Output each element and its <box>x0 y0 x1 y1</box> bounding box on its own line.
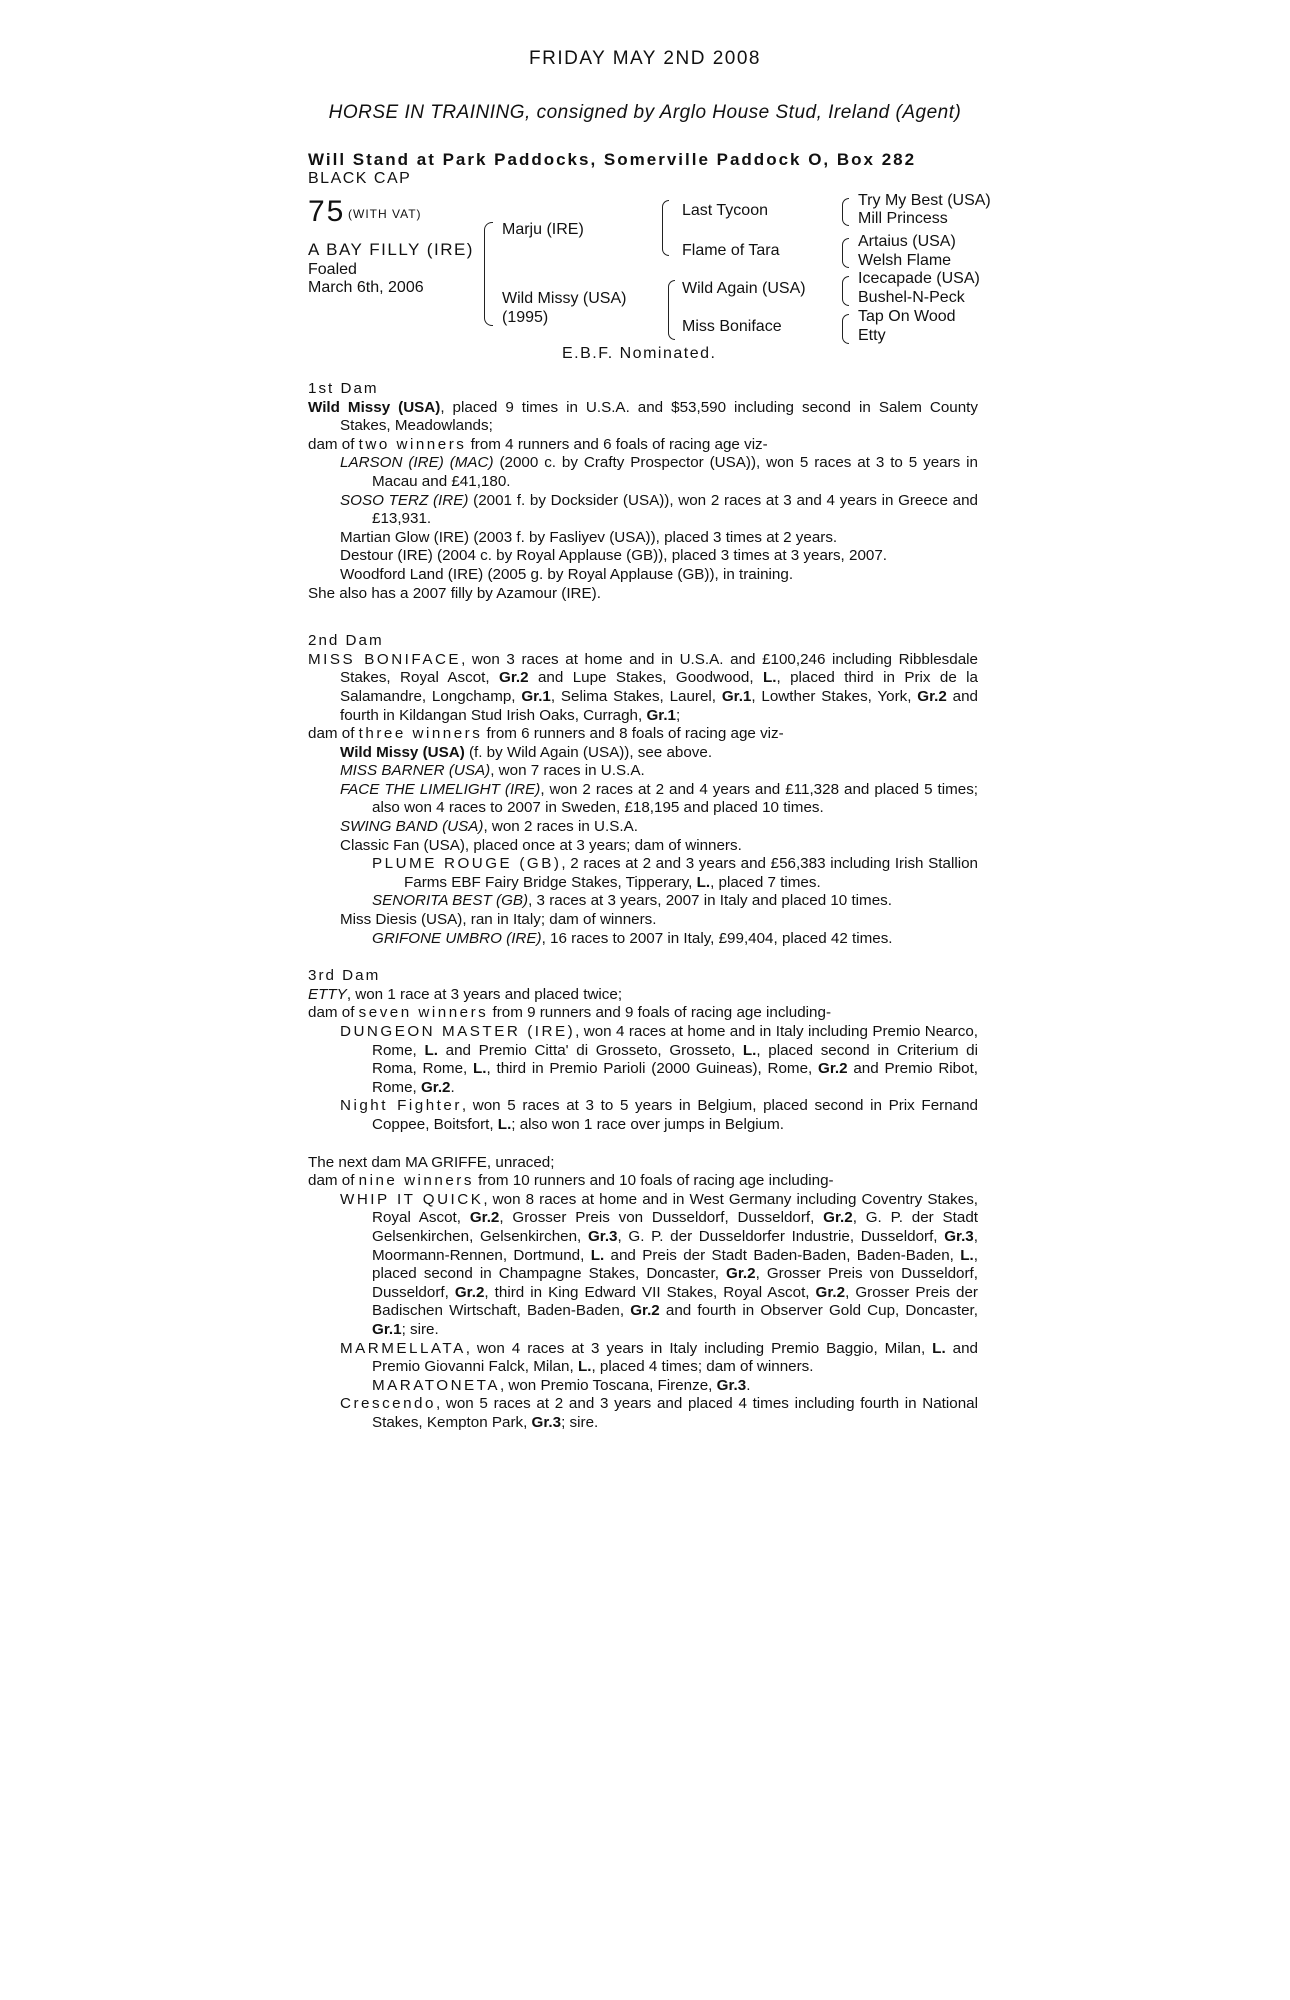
produce-item <box>308 930 978 949</box>
first-dam-produce-line <box>308 436 978 455</box>
text: , third in King Edward VII Stakes, Royal Ascot, <box>484 1283 816 1301</box>
produce-item <box>308 1377 978 1396</box>
text: , Moormann-Rennen, Dortmund, <box>372 1227 978 1264</box>
produce-text: (f. by Wild Again (USA)), see above. <box>464 743 713 761</box>
text: , placed second in Champagne Stakes, Doncaster, <box>372 1246 978 1283</box>
text: dam of <box>308 1004 359 1022</box>
produce-name: SOSO TERZ (IRE) <box>340 491 469 509</box>
text: , won 1 race at 3 years and placed twice; <box>346 985 623 1003</box>
pedigree-g4: Welsh Flame <box>858 252 952 269</box>
text: and Lupe Stakes, Goodwood, <box>528 669 763 687</box>
grade: L. <box>960 1246 974 1264</box>
pedigree-bracket-g56 <box>842 276 849 306</box>
text: , Grosser Preis der Badischen Wirtschaft, Baden-Baden, <box>372 1283 978 1320</box>
text: and fourth in Kildangan Stud Irish Oaks, Curragh, <box>340 687 979 724</box>
pedigree-bracket-dam <box>668 280 675 340</box>
pedigree-bracket-g34 <box>842 238 849 268</box>
pedigree-dam-sire: Wild Again (USA) <box>682 280 806 297</box>
produce-text: , placed 7 times. <box>710 873 821 891</box>
produce-item: Martian Glow (IRE) (2003 f. by Fasliyev (USA)), placed 3 times at 2 years. <box>340 528 838 546</box>
grade: L. <box>497 1115 512 1133</box>
third-dam-produce-line <box>308 1004 978 1023</box>
text: , placed third in Prix de la Salamandre, Longchamp, <box>340 669 978 705</box>
text: , Selima Stakes, Laurel, <box>550 687 722 705</box>
pedigree-bracket-sire <box>662 200 669 256</box>
consignor-line: HORSE IN TRAINING, consigned by Arglo House Stud, Ireland (Agent) <box>328 102 962 123</box>
text: , third in Premio Parioli (2000 Guineas), Rome, <box>486 1060 819 1078</box>
text: ; <box>676 706 681 724</box>
horse-description: A BAY FILLY (IRE) <box>308 240 474 259</box>
grade: Gr.2 <box>420 1078 451 1096</box>
stand-location: Will Stand at Park Paddocks, Somerville Paddock O, Box 282 <box>308 150 917 169</box>
grade: Gr.1 <box>521 687 551 705</box>
text: from 9 runners and 9 foals of racing age including- <box>488 1004 832 1022</box>
produce-item <box>308 1023 978 1097</box>
produce-name: WHIP IT QUICK <box>340 1190 484 1208</box>
produce-item <box>308 818 978 837</box>
grade: Gr.3 <box>587 1227 618 1245</box>
grade: Gr.2 <box>917 687 947 705</box>
third-dam-heading: 3rd Dam <box>308 967 381 985</box>
grade: Gr.3 <box>531 1413 562 1431</box>
grade: L. <box>762 669 777 687</box>
text: and Preis der Stadt Baden-Baden, Baden-Baden, <box>604 1246 961 1264</box>
pedigree-dam-year: (1995) <box>502 309 549 326</box>
produce-text: (2000 c. by Crafty Prospector (USA)), won 5 races at 3 to 5 years in Macau and £41,180. <box>372 454 978 490</box>
second-dam-name: MISS BONIFACE <box>308 650 462 668</box>
text: and Premio Giovanni Falck, Milan, <box>372 1339 978 1376</box>
text: , won 4 races at 3 years in Italy including Premio Baggio, Milan, <box>465 1339 933 1357</box>
winners-count: two winners <box>358 435 467 453</box>
pedigree-bracket-main <box>484 222 493 326</box>
text: , won 3 races at home and in U.S.A. and £100,246 including Ribblesdale Stakes, Royal Ascot, <box>340 650 978 687</box>
text: from 6 runners and 8 foals of racing age viz- <box>482 725 784 743</box>
produce-name: SENORITA BEST (GB) <box>372 892 529 910</box>
first-dam-text: , placed 9 times in U.S.A. and $53,590 including second in Salem County Stakes, Meadowlands; <box>340 398 978 435</box>
produce-item <box>308 781 978 818</box>
text: , won 4 races at home and in Italy including Premio Nearco, Rome, <box>372 1023 978 1059</box>
pedigree-sire-sire: Last Tycoon <box>682 202 768 219</box>
grade: L. <box>590 1246 605 1264</box>
winners-count: seven winners <box>358 1004 489 1022</box>
produce-text: , 2 races at 2 and 3 years and £56,383 including Irish Stallion Farms EBF Fairy Bridge Stakes, Tipperary, <box>404 855 978 891</box>
produce-item <box>308 1097 978 1134</box>
third-dam-record <box>308 986 978 1005</box>
pedigree-bracket-g78 <box>842 314 849 344</box>
pedigree-dam: Wild Missy (USA) <box>502 290 627 307</box>
grade: Gr.2 <box>726 1265 756 1283</box>
text: . <box>450 1078 455 1096</box>
winners-count: nine winners <box>358 1172 474 1190</box>
foaled-date: March 6th, 2006 <box>308 279 424 296</box>
grade: L. <box>424 1041 438 1059</box>
text: dam of <box>308 725 359 743</box>
pedigree-g5: Icecapade (USA) <box>858 270 980 287</box>
produce-name: MARMELLATA <box>340 1339 466 1357</box>
produce-text: , 3 races at 3 years, 2007 in Italy and placed 10 times. <box>528 892 892 910</box>
pedigree-g1: Try My Best (USA) <box>858 192 991 209</box>
foaled-label: Foaled <box>308 261 357 278</box>
vat-note: (WITH VAT) <box>348 207 422 221</box>
produce-item <box>308 855 978 892</box>
grade: Gr.1 <box>646 706 677 724</box>
grade: L. <box>742 1041 757 1059</box>
produce-item <box>308 492 978 529</box>
text: and fourth in Observer Gold Cup, Doncaster, <box>659 1302 978 1320</box>
pedigree-dam-dam: Miss Boniface <box>682 318 782 335</box>
produce-item <box>308 1340 978 1377</box>
produce-name: LARSON (IRE) (MAC) <box>340 454 494 472</box>
text: , Grosser Preis von Dusseldorf, Dusseldorf, <box>499 1209 824 1227</box>
text: , won 8 races at home and in West Germany including Coventry Stakes, Royal Ascot, <box>372 1190 979 1227</box>
produce-name: FACE THE LIMELIGHT (IRE) <box>340 780 541 798</box>
pedigree-g2: Mill Princess <box>858 210 948 227</box>
second-dam-produce-line <box>308 725 978 744</box>
produce-name: DUNGEON MASTER (IRE) <box>340 1023 576 1040</box>
pedigree-sire: Marju (IRE) <box>502 221 584 238</box>
text: and Premio Ribot, Rome, <box>372 1060 979 1096</box>
grade: L. <box>696 873 711 891</box>
grade: Gr.1 <box>721 687 752 705</box>
produce-item: Woodford Land (IRE) (2005 g. by Royal Applause (GB)), in training. <box>340 565 794 583</box>
winners-count: three winners <box>358 725 483 743</box>
pedigree-g7: Tap On Wood <box>858 308 956 325</box>
text: , G. P. der Stadt Gelsenkirchen, Gelsenkirchen, <box>372 1209 978 1245</box>
grade: Gr.2 <box>454 1283 485 1301</box>
grade: Gr.2 <box>818 1060 848 1078</box>
pedigree-sire-dam: Flame of Tara <box>682 242 780 259</box>
text: , G. P. der Dusseldorfer Industrie, Dusseldorf, <box>617 1227 945 1245</box>
text: ; sire. <box>561 1413 599 1431</box>
text: , won 5 races at 2 and 3 years and placed 4 times including fourth in National Stakes, Kempton Park, <box>372 1395 978 1431</box>
text: ; sire. <box>401 1320 439 1338</box>
produce-text: , won 2 races in U.S.A. <box>483 818 638 836</box>
produce-name: Wild Missy (USA) <box>340 743 465 761</box>
produce-text: , won 7 races in U.S.A. <box>490 762 645 780</box>
pedigree-g6: Bushel-N-Peck <box>858 289 965 306</box>
text: dam of <box>308 1172 359 1190</box>
sale-date: FRIDAY MAY 2ND 2008 <box>529 48 761 69</box>
grade: L. <box>577 1358 592 1376</box>
produce-name: MARATONETA <box>372 1376 500 1394</box>
text: and Premio Citta' di Grosseto, Grosseto, <box>437 1041 743 1059</box>
grade: Gr.3 <box>944 1227 974 1245</box>
grade: Gr.2 <box>469 1209 500 1227</box>
produce-text: (2001 f. by Docksider (USA)), won 2 races at 3 and 4 years in Greece and £13,931. <box>372 491 978 528</box>
second-dam-record <box>308 651 978 725</box>
next-dam-record: The next dam MA GRIFFE, unraced; <box>308 1153 555 1171</box>
first-dam-name: Wild Missy (USA) <box>308 398 441 416</box>
stable-name: BLACK CAP <box>308 170 412 187</box>
produce-name: Crescendo <box>340 1395 436 1413</box>
lot-number: 75 <box>308 195 346 228</box>
first-dam-record <box>308 399 978 436</box>
produce-item <box>308 762 978 781</box>
grade: L. <box>932 1339 946 1357</box>
produce-name: MISS BARNER (USA) <box>340 762 491 780</box>
produce-name: SWING BAND (USA) <box>340 818 484 836</box>
text: , placed second in Criterium di Roma, Rome, <box>372 1041 979 1078</box>
grade: Gr.2 <box>630 1302 660 1320</box>
grade: Gr.3 <box>716 1376 747 1394</box>
produce-name: Night Fighter <box>340 1097 462 1115</box>
text: from 4 runners and 6 foals of racing age viz- <box>466 435 768 453</box>
produce-item <box>308 1395 978 1432</box>
first-dam-also: She also has a 2007 filly by Azamour (IRE). <box>308 584 601 602</box>
pedigree-g8: Etty <box>858 327 886 344</box>
produce-text: , won 2 races at 2 and 4 years and £11,328 and placed 5 times; also won 4 races to 2007 in Sweden, £18,195 and placed 10 times. <box>372 780 979 817</box>
text: , Grosser Preis von Dusseldorf, Dusseldorf, <box>372 1265 978 1301</box>
produce-name: GRIFONE UMBRO (IRE) <box>372 929 542 947</box>
text: , Lowther Stakes, York, <box>751 687 918 705</box>
produce-item <box>308 454 978 491</box>
first-dam-heading: 1st Dam <box>308 380 379 397</box>
produce-item: Destour (IRE) (2004 c. by Royal Applause (GB)), placed 3 times at 3 years, 2007. <box>340 547 888 565</box>
text: , won Premio Toscana, Firenze, <box>499 1376 717 1394</box>
catalogue-body <box>308 380 978 1432</box>
ebf-nominated: E.B.F. Nominated. <box>562 345 717 362</box>
produce-item <box>308 892 978 911</box>
next-dam-produce-line <box>308 1172 978 1191</box>
text: from 10 runners and 10 foals of racing age including- <box>473 1172 834 1190</box>
text: , placed 4 times; dam of winners. <box>591 1358 814 1376</box>
pedigree-g3: Artaius (USA) <box>858 233 956 250</box>
text: ; also won 1 race over jumps in Belgium. <box>511 1115 784 1133</box>
produce-text: , 16 races to 2007 in Italy, £99,404, placed 42 times. <box>541 929 893 947</box>
text: . <box>746 1376 751 1394</box>
grade: Gr.1 <box>372 1320 402 1338</box>
text: , won 5 races at 3 to 5 years in Belgium, placed second in Prix Fernand Coppee, Boitsfort, <box>372 1097 978 1133</box>
produce-item: Miss Diesis (USA), ran in Italy; dam of winners. <box>340 911 657 929</box>
grade: Gr.2 <box>499 669 529 687</box>
grade: Gr.2 <box>815 1283 846 1301</box>
pedigree-bracket-g12 <box>842 198 849 226</box>
grade: L. <box>473 1060 487 1078</box>
produce-item <box>308 744 978 763</box>
produce-item <box>308 1191 978 1340</box>
produce-item: Classic Fan (USA), placed once at 3 years; dam of winners. <box>340 836 742 854</box>
grade: Gr.2 <box>823 1209 853 1227</box>
third-dam-name: ETTY <box>308 985 347 1003</box>
text: dam of <box>308 435 359 453</box>
second-dam-heading: 2nd Dam <box>308 632 384 650</box>
produce-name: PLUME ROUGE (GB) <box>372 855 562 873</box>
